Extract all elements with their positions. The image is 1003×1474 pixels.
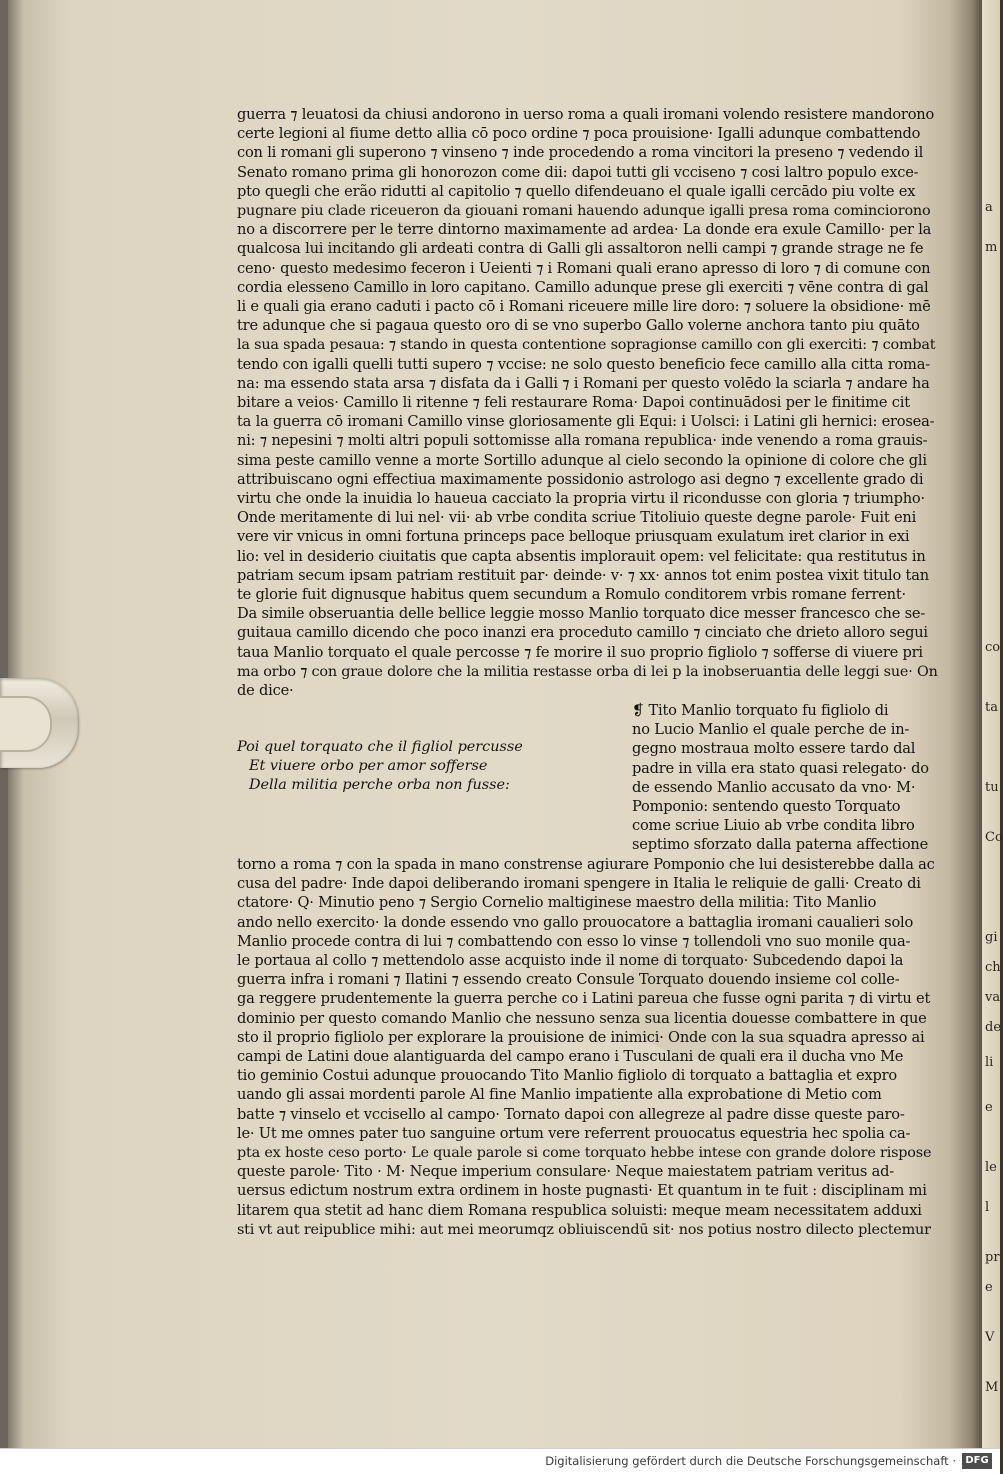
text-line: ando nello exercito· la donde essendo vno gallo prouocatore a battaglia iromani caualieri solo [237,913,914,931]
text-line: li e quali gia erano caduti i pacto cō i Romani riceuere mille lire doro: ⁊ soluere la obsidione· mē [237,298,931,315]
text-line: cusa del padre· Inde dapoi deliberando iromani spengere in Italia le reliquie de galli· Creato di [237,875,921,893]
verse-line: Et viuere orbo per amor sofferse [249,758,488,775]
text-line: patriam secum ipsam patriam restituit par· deinde· v· ⁊ xx· annos tot enim postea vixit titulo tan [237,566,929,584]
comment-line: Pomponio: sentendo questo Torquato [632,798,901,815]
text-line: tendo con igalli quelli tutti supero ⁊ vccise: ne solo questo beneficio fece camillo alla citta roma- [237,355,930,373]
clip-loop [0,696,52,752]
text-line: campi de Latini doue alantiguarda del campo erano i Tusculani de quali era il ducha vno Me [237,1048,904,1065]
text-line: sima peste camillo venne a morte Sortillo adunque al cielo secondo la opinione di colore che gli [237,451,927,469]
text-line: uando gli assai mordenti parole Al fine Manlio impatiente alla exprobatione di Metio com [237,1086,882,1104]
comment-line: padre in villa era stato quasi relegato· do [632,759,929,777]
text-line: Manlio procede contra di lui ⁊ combattendo con esso lo vinse ⁊ tollendoli vno suo monile qua- [237,932,911,950]
text-line: bitare a veios· Camillo li ritenne ⁊ feli restaurare Roma· Dapoi continuādosi per le finitime cit [237,394,910,411]
text-line: pta ex hoste ceso porto· Le quale parole si come torquato hebbe intese con grande dolore rispose [237,1145,932,1161]
text-line: guitaua camillo dicendo che poco inanzi era proceduto camillo ⁊ cinciato che drieto alloro segui [237,624,928,642]
text-line: uersus edictum nostrum extra ordinem in hoste pugnasti· Et quantum in te fuit : disciplinam mi [237,1182,927,1200]
text-line: de dice· [237,682,294,699]
text-line: virtu che onde la inuidia lo haueua cacciato la propria virtu il ricondusse con gloria ⁊ triumpho· [237,490,925,507]
text-line: dominio per questo comando Manlio che nessuno senza sua licentia douesse combattere in que [237,1009,927,1027]
text-line: litarem qua stetit ad hanc diem Romana respublica soluisti: meque meam necessitatem adduxi [237,1201,922,1219]
comment-line: no Lucio Manlio el quale perche de in- [632,721,910,739]
comment-line: septimo sforzato dalla paterna affectione [632,836,929,854]
text-line: le portaua al collo ⁊ mettendolo asse acquisto inde il nome di torquato· Subcedendo dapoi la [237,952,904,969]
margin-glyph: ch [985,960,1001,975]
text-line: vere vir vnicus in omni fortuna princeps pace belloque priusquam exulatum iret clarior in exi [237,528,910,546]
margin-glyph: de [985,1020,1002,1035]
margin-glyph: va [985,990,1001,1005]
funding-notice: Digitalisierung gefördert durch die Deutsche Forschungsgemeinschaft · [545,1454,956,1468]
margin-glyph: tu [985,780,999,795]
text-line: tio geminio Costui adunque prouocando Tito Manlio figliolo di torquato a battaglia et expro [237,1067,897,1085]
text-line: sti vt aut reipublice mihi: aut mei meorumqz obliuiscendū sit· nos potius nostro dilecto plectemur [237,1221,931,1238]
text-line: lio: vel in desiderio ciuitatis que capta absentis implorauit opem: vel felicitate: qua restitutus in [237,547,926,565]
text-line: attribuiscano ogni effectiua maximamente possidonio astrologo asi degno ⁊ excellente grado di [237,470,924,488]
margin-glyph: l [985,1200,990,1215]
margin-glyph: ta [985,700,998,715]
text-line: la sua spada pesaua: ⁊ stando in questa contentione sopragionse camillo con gli exerciti: ⁊ combat [237,337,936,354]
text-line: ga reggere prudentemente la guerra perche co i Latini pareua che fusse ogni parita ⁊ di virtu et [237,990,931,1008]
margin-glyph: e [985,1100,993,1115]
footer-bar [0,1448,1000,1474]
text-line: queste parole· Tito · M· Neque imperium consulare· Neque maiestatem patriam veritus ad- [237,1163,895,1181]
text-line: guerra infra i romani ⁊ Ilatini ⁊ essendo creato Consule Torquato douendo insieme col colle- [237,971,900,989]
margin-glyph: li [985,1055,994,1070]
margin-glyph: le [985,1160,997,1175]
text-line: pugnare piu clade riceueron da giouani romani hauendo adunque igalli presa roma cominciorono [237,203,931,219]
margin-glyph: M [985,1380,999,1395]
text-line: qualcosa lui incitando gli ardeati contra di Galli gli assaltoron nelli campi ⁊ grande strage ne fe [237,240,924,258]
text-line: ta la guerra cō iromani Camillo vinse gloriosamente gli Equi: i Uolsci: i Latini gli hernici: erosea- [237,413,935,431]
text-line: tre adunque che si pagaua questo oro di se vno superbo Gallo volerne anchora tanto piu quāto [237,317,920,335]
text-line: batte ⁊ vinselo et vccisello al campo· Tornato dapoi con allegreze al padre disse queste paro- [237,1105,905,1123]
text-line: torno a roma ⁊ con la spada in mano constrense agiurare Pomponio che lui desisterebbe dalla ac [237,856,935,873]
text-line: cordia elesseno Camillo in loro capitano. Camillo adunque prese gli exerciti ⁊ vēne contra di gal [237,278,929,296]
text-line: no a discorrere per le terre dintorno maximamente ad ardea· La donde era exule Camillo· per la [237,221,932,239]
text-line: ni: ⁊ nepesini ⁊ molti altri populi sottomisse alla romana republica· inde venendo a roma grauis- [237,432,928,450]
comment-line: come scriue Liuio ab vrbe condita libro [632,817,915,835]
margin-glyph: e [985,1280,993,1295]
text-line: pto quegli che erão ridutti al capitolio ⁊ quello difendeuano el quale igalli cercādo piu volte ex [237,182,916,200]
margin-glyph: gi [985,930,998,945]
verse-line: Della militia perche orba non fusse: [249,777,510,794]
text-line: te glorie fuit dignusque habitus quem secundum a Romulo conditorem vrbis romane ferrent· [237,586,906,603]
comment-line: ❡ Tito Manlio torquato fu figliolo di [632,702,889,719]
margin-glyph: pr [985,1250,1000,1265]
comment-line: gegno mostraua molto essere tardo dal [632,740,916,758]
margin-glyph: co [985,640,1001,655]
text-line: certe legioni al fiume detto allia cō poco ordine ⁊ poca prouisione· Igalli adunque combattendo [237,125,921,143]
text-line: ceno· questo medesimo feceron i Ueienti ⁊ i Romani quali erano apresso di loro ⁊ di comune con [237,259,931,277]
text-line: Onde meritamente di lui nel· vii· ab vrbe condita scriue Titoliuio queste degne parole· Fuit eni [237,509,917,527]
page-clip [0,678,78,768]
margin-glyph: a [985,200,993,215]
comment-line: de essendo Manlio accusato da vno· M· [632,778,916,796]
text-line: ctatore· Q· Minutio peno ⁊ Sergio Cornelio maltiginese maestro della militia: Tito Manlio [237,894,877,912]
margin-glyph: m [985,240,998,255]
margin-glyph: V [985,1330,995,1345]
text-line: le· Ut me omnes pater tuo sanguine ortum vere referrent prouocatus equestria hec spolia ca- [237,1124,911,1142]
dfg-logo: DFG [962,1453,992,1469]
margin-glyph: Co [985,830,1003,845]
text-line: taua Manlio torquato el quale percosse ⁊ fe morire il suo proprio figliolo ⁊ sofferse di viuere pri [237,643,923,661]
text-line: Senato romano prima gli honorozon come dii: dapoi tutti gli vcciseno ⁊ cosi laltro populo exce- [237,163,919,181]
text-line: con li romani gli superono ⁊ vinseno ⁊ inde procedendo a roma vincitori la preseno ⁊ vedendo il [237,144,924,162]
text-line: Da simile obseruantia delle bellice leggie mosso Manlio torquato dice messer francesco che se- [237,605,926,623]
text-line: ma orbo ⁊ con graue dolore che la militia restasse orba di lei p la inobseruantia delle leggi sue· On [237,663,938,680]
verse-line: Poi quel torquato che il figliol percusse [237,739,523,755]
text-line: na: ma essendo stata arsa ⁊ disfata da i Galli ⁊ i Romani per questo volēdo la sciarla ⁊ andare ha [237,374,930,392]
text-line: sto il proprio figliolo per explorare la prouisione de inimici· Onde con la sua squadra apresso ai [237,1028,925,1046]
text-line: guerra ⁊ leuatosi da chiusi andorono in uerso roma a quali iromani volendo resistere mandorono [237,106,935,123]
